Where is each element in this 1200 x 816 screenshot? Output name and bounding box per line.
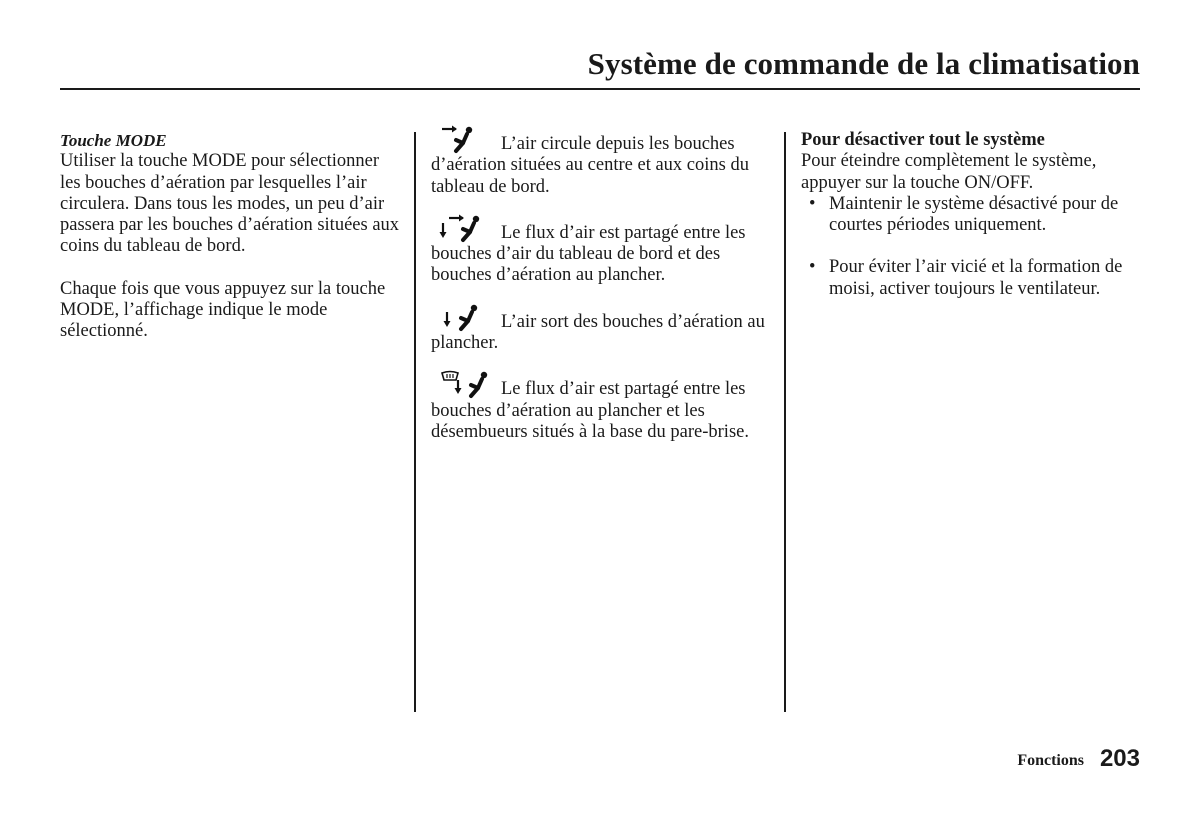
column-modes — [431, 130, 773, 464]
page-title: Système de commande de la climatisation — [587, 46, 1140, 81]
bullet-list — [801, 194, 1141, 300]
mode-floor-defrost-text: Le flux d’air est partagé entre les bouches d’aération au plancher et les désembueurs situés à la base du pare-brise. — [431, 379, 749, 442]
bullet-icon: • — [809, 193, 816, 214]
bullet-text: Pour éviter l’air vicié et la formation de moisi, activer toujours le ventilateur. — [829, 257, 1123, 299]
title-rule — [60, 88, 1140, 90]
bullet-icon: • — [809, 257, 816, 278]
mode-face-text: L’air circule depuis les bouches d’aération situées au centre et aux coins du tableau de bord. — [431, 134, 749, 197]
mode-item-face — [431, 130, 773, 198]
mode-floor-text: L’air sort des bouches d’aération au plancher. — [431, 311, 765, 354]
mode-item-floor-defrost — [431, 375, 773, 443]
paragraph-turn-off: Pour éteindre complètement le système, appuyer sur la touche ON/OFF. — [801, 151, 1097, 193]
floor-mode-icon — [431, 308, 501, 330]
mode-item-bi-level — [431, 219, 773, 287]
footer-section-label: Fonctions — [1017, 752, 1084, 769]
subhead-turn-off: Pour désactiver tout le système — [801, 130, 1045, 150]
column-divider — [784, 132, 786, 712]
subhead-touche-mode: Touche MODE — [60, 131, 167, 150]
floor-defrost-mode-icon — [431, 375, 501, 397]
page-number: 203 — [1099, 745, 1140, 772]
bi-level-mode-icon — [431, 219, 501, 241]
mode-item-floor — [431, 308, 773, 355]
bullet-text: Maintenir le système désactivé pour de courtes périodes uniquement. — [829, 193, 1119, 236]
mode-bi-level-text: Le flux d’air est partagé entre les bouches d’air du tableau de bord et des bouches d’aération au plancher. — [431, 222, 746, 286]
paragraph-mode-display: Chaque fois que vous appuyez sur la touche MODE, l’affichage indique le mode sélectionné. — [60, 278, 386, 342]
vent-face-mode-icon — [431, 130, 501, 152]
column-divider — [414, 132, 416, 712]
column-mode-button — [60, 130, 400, 343]
paragraph-mode-intro: Utiliser la touche MODE pour sélectionner les bouches d’aération par lesquelles l’air circulera. Dans tous les modes, un peu d’air passera par les bouches d’aération situées aux coins du tableau de bord. — [60, 151, 400, 257]
list-item — [801, 194, 1141, 237]
column-turn-off — [801, 130, 1141, 321]
list-item — [801, 257, 1141, 300]
